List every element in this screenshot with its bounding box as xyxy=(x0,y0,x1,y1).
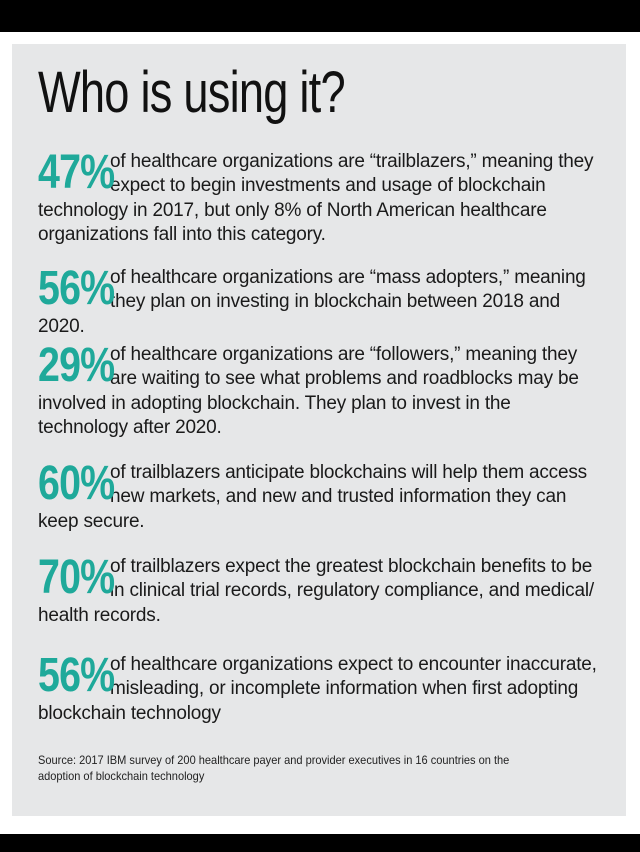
stat-text: of healthcare organizations are “trailblazers,” meaning they expect to begin investments and usage of blockchain technology in 2017, but only 8% of North American healthcare organizations fall into this category. xyxy=(38,151,594,245)
stat-percent: 60% xyxy=(38,457,115,510)
stat-percent: 29% xyxy=(38,339,115,392)
stat-text: of trailblazers anticipate blockchains will help them access new markets, and new and trusted information they can keep secure. xyxy=(38,462,587,532)
stat-block-benefits xyxy=(38,551,598,628)
stat-text: of healthcare organizations expect to encounter inaccurate, misleading, or incomplete information when first adopting blockchain technology xyxy=(38,654,597,724)
top-border-bar xyxy=(0,0,640,32)
bottom-border-bar xyxy=(0,834,640,852)
stat-text: of healthcare organizations are “mass adopters,” meaning they plan on investing in blockchain between 2018 and 2020. xyxy=(38,267,586,337)
stat-percent: 56% xyxy=(38,262,115,315)
stat-text: of healthcare organizations are “followers,” meaning they are waiting to see what problems and roadblocks may be involved in adopting blockchain. They plan to invest in the technology after 2020. xyxy=(38,344,579,438)
stat-percent: 47% xyxy=(38,146,115,199)
source-note: Source: 2017 IBM survey of 200 healthcare payer and provider executives in 16 countries on the adoption of blockchain technology xyxy=(38,753,510,783)
stat-percent: 70% xyxy=(38,551,115,604)
stat-block-inaccurate-info xyxy=(38,649,598,726)
stat-block-trailblazers xyxy=(38,146,598,247)
stat-text: of trailblazers expect the greatest blockchain benefits to be in clinical trial records, regulatory compliance, and medical/ health records. xyxy=(38,556,594,626)
page-title: Who is using it? xyxy=(38,60,345,125)
stat-block-followers xyxy=(38,339,598,440)
stat-percent: 56% xyxy=(38,649,115,702)
stat-block-mass-adopters xyxy=(38,262,598,339)
stat-block-new-markets xyxy=(38,457,598,534)
